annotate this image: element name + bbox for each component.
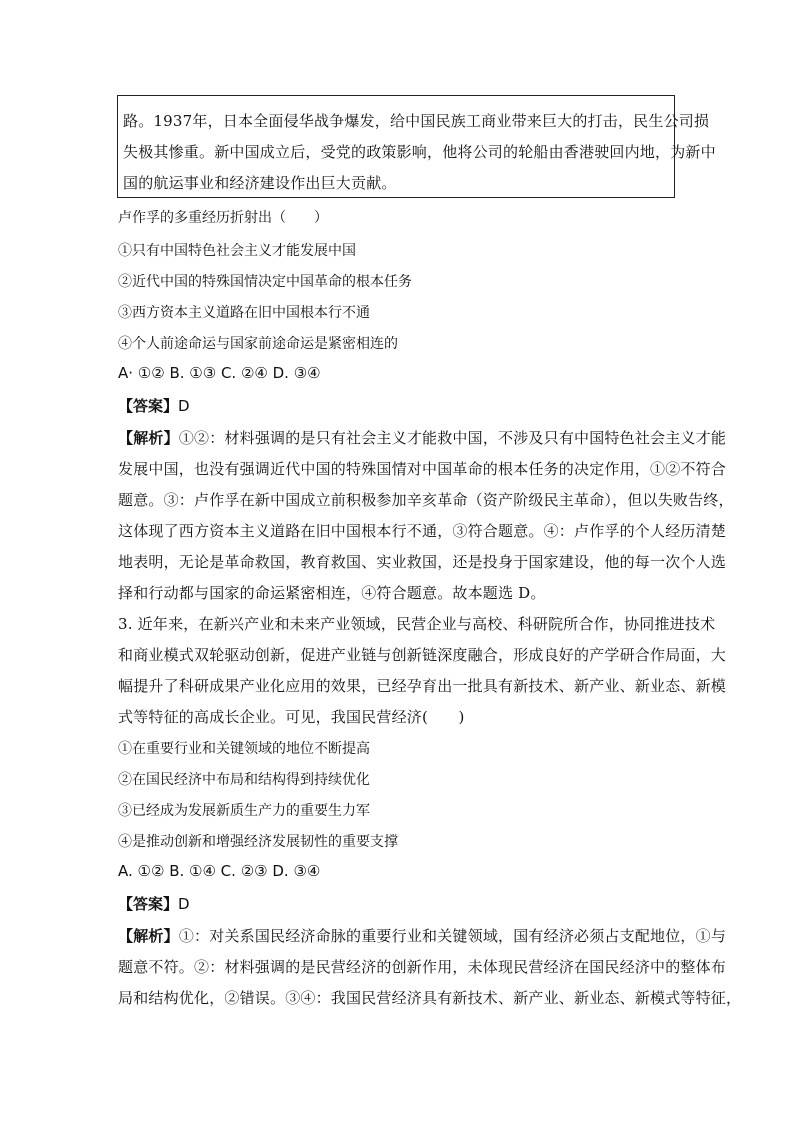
analysis-line: 题意不符。②：材料强调的是民营经济的创新作用，未体现民营经济在国民经济中的整体布 bbox=[118, 958, 727, 976]
analysis-tag: 【解析】 bbox=[118, 429, 179, 447]
passage-line: 国的航运事业和经济建设作出巨大贡献。 bbox=[123, 174, 397, 192]
analysis-text: ①：对关系国民经济命脉的重要行业和关键领域，国有经济必须占支配地位，①与 bbox=[178, 927, 727, 945]
question-stem: 卢作孚的多重经历折射出（ ） bbox=[118, 210, 328, 226]
option-1: ①只有中国特色社会主义才能发展中国 bbox=[118, 243, 356, 259]
option-4: ④个人前途命运与国家前途命运是紧密相连的 bbox=[118, 336, 398, 352]
material-passage-box bbox=[117, 95, 716, 198]
answer-tag: 【答案】 bbox=[118, 895, 179, 913]
analysis-line: 地表明，无论是革命救国，教育救国、实业救国，还是投身于国家建设，他的每一次个人选 bbox=[118, 553, 727, 571]
analysis-line: 这体现了西方资本主义道路在旧中国根本行不通，③符合题意。④：卢作孚的个人经历清楚 bbox=[118, 522, 727, 540]
option-4: ④是推动创新和增强经济发展韧性的重要支撑 bbox=[118, 834, 398, 850]
analysis-line: 题意。③：卢作孚在新中国成立前积极参加辛亥革命（资产阶级民主革命），但以失败告终， bbox=[118, 491, 734, 509]
answer-value: D bbox=[178, 397, 190, 415]
answer-value: D bbox=[178, 895, 190, 913]
option-2: ②在国民经济中布局和结构得到持续优化 bbox=[118, 772, 370, 788]
analysis-line: 发展中国，也没有强调近代中国的特殊国情对中国革命的根本任务的决定作用，①②不符合 bbox=[118, 460, 727, 478]
analysis-tag: 【解析】 bbox=[118, 927, 179, 945]
analysis-line bbox=[118, 427, 726, 448]
answer-line bbox=[118, 395, 190, 416]
question-stem: 和商业模式双轮驱动创新，促进产业链与创新链深度融合，形成良好的产学研合作局面，大 bbox=[118, 646, 727, 664]
option-3: ③已经成为发展新质生产力的重要生力军 bbox=[118, 803, 370, 819]
analysis-line bbox=[118, 925, 726, 946]
question-stem: 式等特征的高成长企业。可见，我国民营经济( ) bbox=[118, 708, 465, 726]
option-1: ①在重要行业和关键领域的地位不断提高 bbox=[118, 741, 370, 757]
analysis-line: 局和结构优化，②错误。③④：我国民营经济具有新技术、新产业、新业态、新模式等特征， bbox=[118, 989, 742, 1007]
option-3: ③西方资本主义道路在旧中国根本行不通 bbox=[118, 305, 370, 321]
answer-line bbox=[118, 893, 190, 914]
answer-tag: 【答案】 bbox=[118, 397, 179, 415]
analysis-line: 择和行动都与国家的命运紧密相连，④符合题意。故本题选 D。 bbox=[118, 584, 546, 602]
analysis-text: ①②：材料强调的是只有社会主义才能救中国，不涉及只有中国特色社会主义才能 bbox=[178, 429, 727, 447]
question-stem: 3. 近年来，在新兴产业和未来产业领域，民营企业与高校、科研院所合作，协同推进技术 bbox=[118, 615, 716, 633]
option-2: ②近代中国的特殊国情决定中国革命的根本任务 bbox=[118, 274, 412, 290]
question-stem: 幅提升了科研成果产业化应用的效果，已经孕育出一批具有新技术、新产业、新业态、新模 bbox=[118, 677, 727, 695]
answer-choices: A· ①② B. ①③ C. ②④ D. ③④ bbox=[118, 364, 321, 382]
answer-choices: A. ①② B. ①④ C. ②③ D. ③④ bbox=[118, 862, 321, 880]
passage-line: 失极其惨重。新中国成立后，受党的政策影响，他将公司的轮船由香港驶回内地，为新中 bbox=[123, 143, 716, 161]
passage-line: 路。1937年，日本全面侵华战争爆发，给中国民族工商业带来巨大的打击，民生公司损 bbox=[123, 112, 710, 130]
